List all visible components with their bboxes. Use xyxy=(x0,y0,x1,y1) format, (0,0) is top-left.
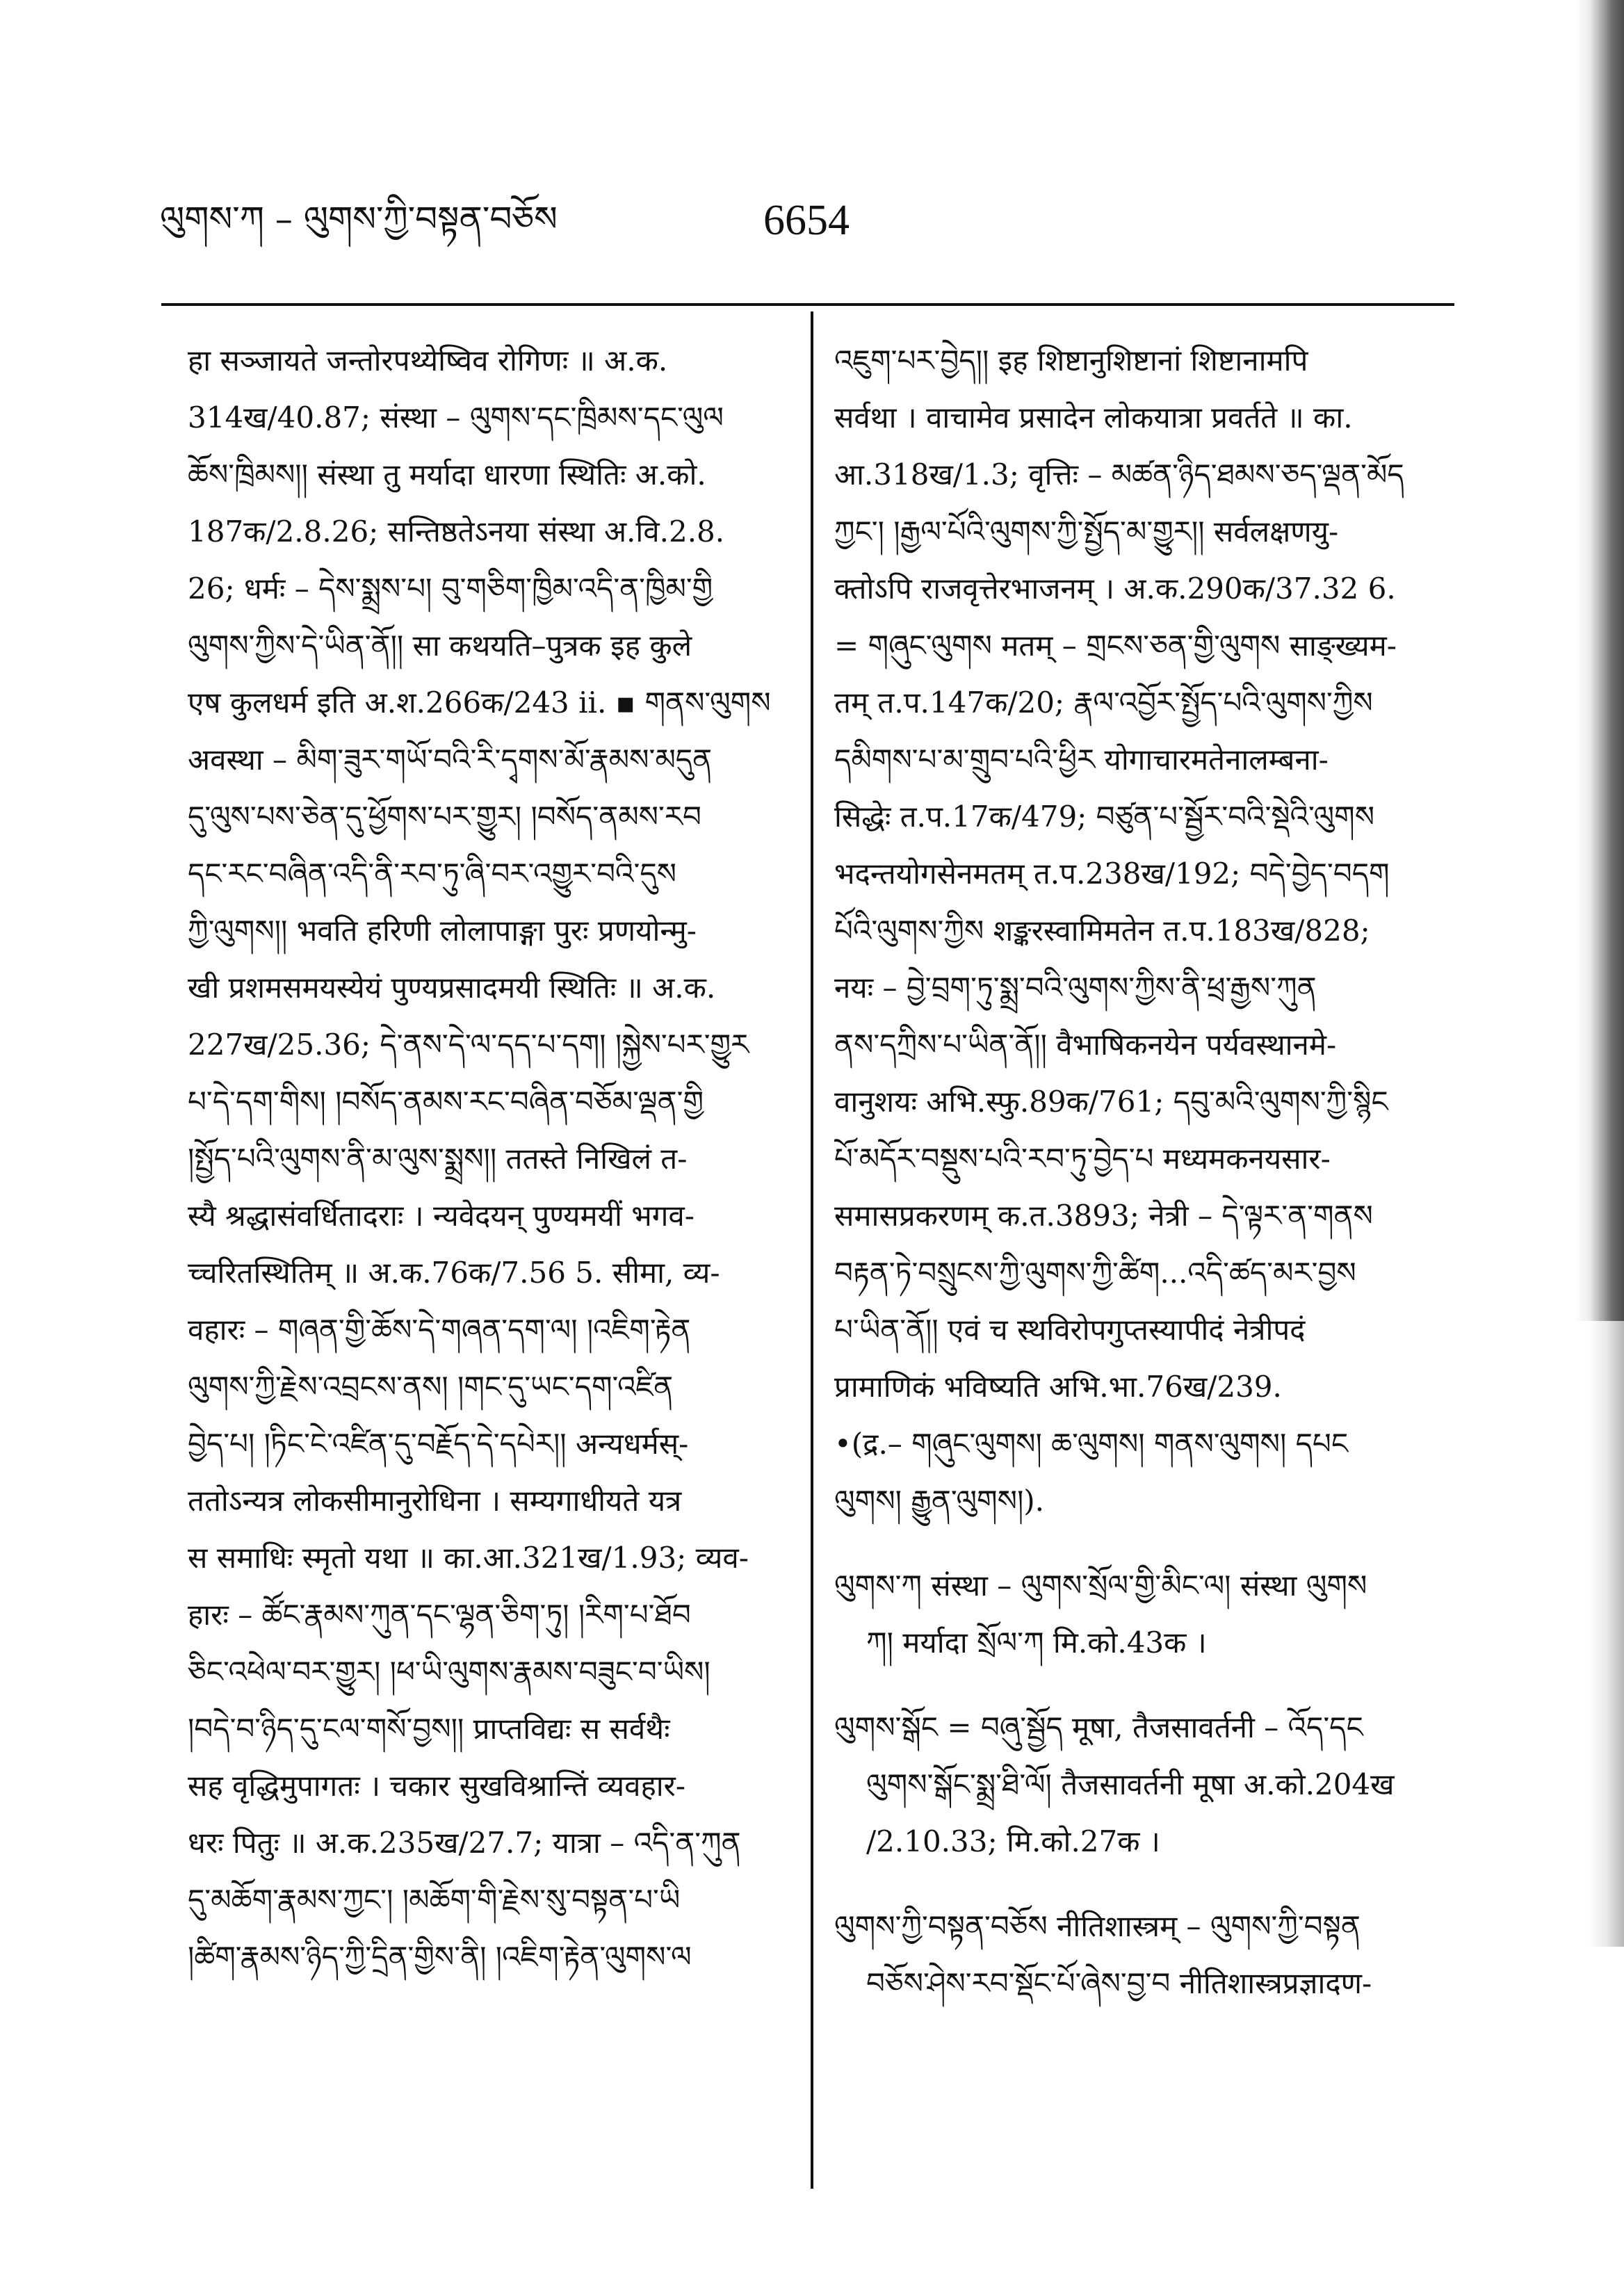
text-line: वानुशयः अभि.स्फु.89क/761; དབུ་མའི་ལུགས་ཀྱི་སྙིང xyxy=(834,1085,1388,1119)
right-column-main xyxy=(834,332,1446,1530)
text-line: དུ་ལུས་པས་ཅེན་དུ་ཕྱོགས་པར་གྱུར། །བསོད་ནམས་རབ xyxy=(188,800,701,834)
text-line: अवस्था – མིག་ཟུར་གཡོ་བའི་རི་དྭགས་མོ་རྣམས་མདུན xyxy=(188,743,713,777)
text-line: །བདེ་བ་ཉིད་དུ་ངལ་གསོ་བྱས།། प्राप्तविद्यः स सर्वथैः xyxy=(188,1712,670,1746)
header-rule xyxy=(161,303,1454,306)
text-line: = གཞུང་ལུགས मतम् – གྲངས་ཅན་གྱི་ལུགས साङ्ख्यम- xyxy=(834,629,1397,663)
text-line: सर्वथा । वाचामेव प्रसादेन लोकयात्रा प्रवर्तते ॥ का. xyxy=(834,400,1353,435)
text-line: པ་ཡིན་ནོ།། एवं च स्थविरोपगुप्तस्यापीदं नेत्रीपदं xyxy=(834,1313,1306,1347)
text-line: འཇུག་པར་བྱེད།། इह शिष्टानुशिष्टानां शिष्टानामपि xyxy=(834,343,1308,378)
text-line: धरः पितुः ॥ अ.क.235ख/27.7; यात्रा – འདི་ན་ཀུན xyxy=(188,1826,741,1860)
text-line: ལུགས་ཀྱིས་དེ་ཡིན་ནོ།། सा कथयति–पुत्रक इह कुले xyxy=(188,629,692,663)
dictionary-entry xyxy=(834,1898,1446,2012)
text-line: क्तोऽपि राजवृत्तेरभाजनम् । अ.क.290क/37.32 6. xyxy=(834,571,1396,606)
text-line: सह वृद्धिमुपागतः । चकार सुखविश्रान्तिं व्यवहार- xyxy=(188,1769,686,1803)
column-divider xyxy=(811,311,813,2189)
dictionary-entries xyxy=(834,1557,1446,2012)
text-line: །སྤྱོད་པའི་ལུགས་ནི་མ་ལུས་སྨྲས།། ततस्ते निखिलं त- xyxy=(188,1142,688,1176)
left-column xyxy=(188,332,799,1986)
text-line: ཀྱང་། །རྒྱལ་པོའི་ལུགས་ཀྱི་སྤྱོད་མ་གྱུར།། सर्वलक्षणयु- xyxy=(834,514,1339,549)
text-line: हारः – ཚོང་རྣམས་ཀུན་དང་ལྷན་ཅིག་ཏུ། །རིག་པ་ཐོབ xyxy=(188,1598,691,1632)
entry-headword-line: ལུགས་ཀྱི་བསྟན་བཅོས नीतिशास्त्रम् – ལུགས་ཀྱི་བསྟན xyxy=(834,1909,1361,1943)
text-line: དུ་མཆོག་རྣམས་ཀྱང་། །མཆོག་གི་རྗེས་སུ་བསྟན་པ་ཡི xyxy=(188,1883,681,1917)
text-line: च्चरितस्थितिम् ॥ अ.क.76क/7.56 5. सीमा, व्य- xyxy=(188,1256,720,1290)
text-line: བྱེད་པ། །ཏིང་ངེ་འཛིན་དུ་བརྗོད་དེ་དཔེར།། अन्यधर्मस्- xyxy=(188,1427,689,1461)
text-line: ལུགས། རྒྱུན་ལུགས།). xyxy=(834,1484,1045,1518)
text-line: །ཚིག་རྣམས་ཉིད་ཀྱི་དྲིན་གྱིས་ནི། །འཇིག་རྟེན་ལུགས་ལ xyxy=(188,1940,692,1974)
page-number: 6654 xyxy=(763,197,850,244)
text-line: ནས་དཀྲིས་པ་ཡིན་ནོ།། वैभाषिकनयेन पर्यवस्थानमे- xyxy=(834,1028,1337,1062)
entry-headword-line: ལུགས་ཀ संस्था – ལུགས་སྲོལ་གྱི་མིང་ལ། संस्था ལུགས xyxy=(834,1568,1367,1603)
text-line: भदन्तयोगसेनमतम् त.प.238ख/192; བདེ་བྱེད་བདག xyxy=(834,857,1390,891)
text-line: པོའི་ལུགས་ཀྱིས शङ्करस्वामिमतेन त.प.183ख/828; xyxy=(834,914,1370,948)
entry-continuation-line: /2.10.33; मि.को.27क । xyxy=(866,1824,1160,1858)
entry-continuation-line: ལུགས་སྒོང་སྨྲ་ཐི་ལོ། तैजसावर्तनी मूषा अ.को.204ख xyxy=(866,1767,1395,1801)
text-line: प्रामाणिकं भविष्यति अभि.भा.76ख/239. xyxy=(834,1370,1282,1404)
text-line: དང་རང་བཞིན་འདི་ནི་རབ་ཏུ་ཞི་བར་འགྱུར་བའི་དུས xyxy=(188,857,676,891)
text-line: བརྟན་ཏེ་བསྲུངས་ཀྱི་ལུགས་ཀྱི་ཚིག...འདི་ཚད་མར་བྱས xyxy=(834,1256,1356,1290)
text-line: 314ख/40.87; संस्था – ལུགས་དང་ཁྲིམས་དང་ལུལ xyxy=(188,400,724,435)
text-line: खी प्रशमसमयस्येयं पुण्यप्रसादमयी स्थितिः ॥ अ.क. xyxy=(188,971,716,1005)
running-header: ལུགས་ཀ – ལུགས་ཀྱི་བསྟན་བཅོས xyxy=(160,199,558,239)
text-line: པོ་མདོར་བསྡུས་པའི་རབ་ཏུ་བྱེད་པ मध्यमकनयसार- xyxy=(834,1142,1331,1176)
text-line: 26; धर्मः – དེས་སྨྲས་པ། བུ་གཅིག་ཁྱིམ་འདི་ན་ཁྱིམ་གྱི xyxy=(188,571,713,606)
text-line: हा सञ्जायते जन्तोरपथ्येष्विव रोगिणः ॥ अ.क. xyxy=(188,343,668,378)
entry-headword-line: ལུགས་སྒོང = བཞུ་སྦྱོད मूषा, तैजसावर्तनी – འོད་དང xyxy=(834,1710,1363,1744)
text-line: वहारः – གཞན་གྱི་ཆོས་དེ་གཞན་དག་ལ། །འཇིག་རྟེན xyxy=(188,1313,691,1347)
dictionary-entry xyxy=(834,1699,1446,1870)
text-line: नयः – བྱེ་བྲག་ཏུ་སྨྲ་བའི་ལུགས་ཀྱིས་ནི་ཕྲ་རྒྱས་ཀུན xyxy=(834,971,1317,1005)
text-line: དམིགས་པ་མ་གྲུབ་པའི་ཕྱིར योगाचारमतेनालम्बना- xyxy=(834,743,1329,777)
text-line: ཀྱི་ལུགས།། भवति हरिणी लोलापाङ्गा पुरः प्रणयोन्मु- xyxy=(188,914,697,948)
text-line: ཆོས་ཁྲིམས།། संस्था तु मर्यादा धारणा स्थितिः अ.को. xyxy=(188,457,706,492)
text-line: ལུགས་ཀྱི་རྗེས་འབྲངས་ནས། །གང་དུ་ཡང་དག་འཛིན xyxy=(188,1370,674,1404)
text-line: तम् त.प.147क/20; རྣལ་འབྱོར་སྤྱོད་པའི་ལུགས་ཀྱིས xyxy=(834,686,1373,720)
text-line: ततोऽन्यत्र लोकसीमानुरोधिना । सम्यगाधीयते यत्र xyxy=(188,1484,682,1518)
text-line: པ་དེ་དག་གིས། །བསོད་ནམས་རང་བཞིན་བཅོམ་ལྡན་གྱི xyxy=(188,1085,704,1119)
entry-continuation-line: བཅོས་ཤེས་རབ་སྡོང་པོ་ཞེས་བྱ་བ नीतिशास्त्रप्रज्ञादण- xyxy=(866,1966,1372,2000)
text-line: ཅིང་འཕེལ་བར་གྱུར། །ཕ་ཡི་ལུགས་རྣམས་བཟུང་བ་ཡིས། xyxy=(188,1655,710,1689)
text-line: •(द्र.– གཞུང་ལུགས། ཆ་ལུགས། གནས་ལུགས། དཔང xyxy=(834,1427,1349,1461)
text-line: 187क/2.8.26; सन्तिष्ठतेऽनया संस्था अ.वि.2.8. xyxy=(188,514,725,549)
scanned-page-edge xyxy=(1575,0,1624,1321)
text-line: सिद्धेः त.प.17क/479; བཙུན་པ་སྦྱོར་བའི་སྡེའི་ལུགས xyxy=(834,800,1375,834)
scanned-page-edge-lower xyxy=(1589,1321,1624,1947)
text-line: समासप्रकरणम् क.त.3893; नेत्री – དེ་ལྟར་ན་གནས xyxy=(834,1199,1373,1233)
text-line: 227ख/25.36; དེ་ནས་དེ་ལ་དད་པ་དག། །སྐྱེས་པར་གྱུར xyxy=(188,1028,749,1062)
dictionary-entry xyxy=(834,1557,1446,1671)
entry-continuation-line: ཀ། मर्यादा སྲོལ་ཀ मि.को.43क । xyxy=(866,1626,1207,1660)
text-line: आ.318ख/1.3; वृत्तिः – མཚན་ཉིད་ཐམས་ཅད་ལྡན་མོད xyxy=(834,457,1404,492)
text-line: एष कुलधर्म इति अ.श.266क/243 ii. ▪ གནས་ལུགས xyxy=(188,686,771,720)
right-column xyxy=(834,332,1446,2012)
text-line: स समाधिः स्मृतो यथा ॥ का.आ.321ख/1.93; व्यव- xyxy=(188,1541,749,1575)
text-line: स्यै श्रद्धासंवर्धितादराः । न्यवेदयन् पुण्यमयीं भगव- xyxy=(188,1199,695,1233)
